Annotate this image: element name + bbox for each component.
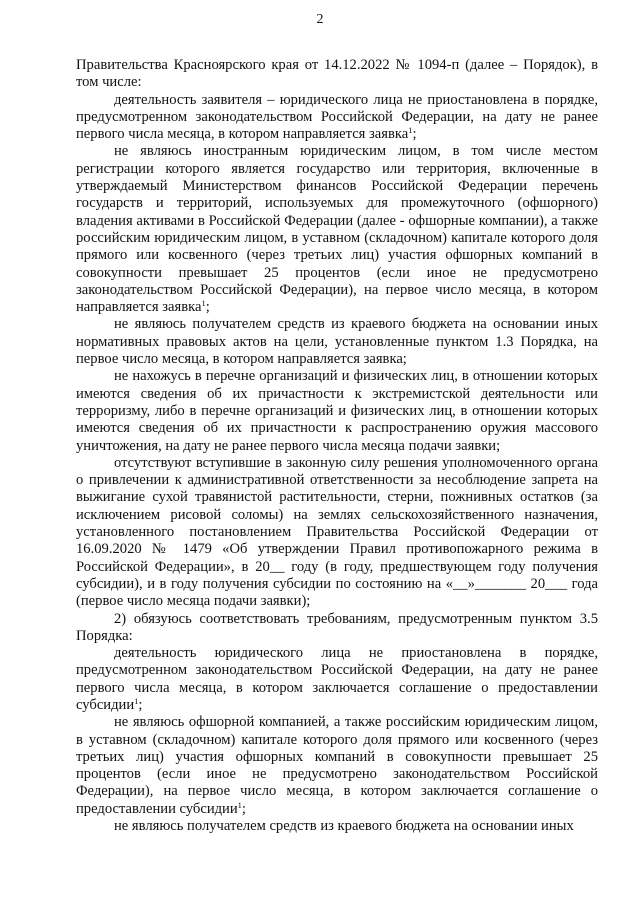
paragraph-tail: ; <box>138 696 143 713</box>
paragraph-text: деятельность юридического лица не приостановлена в порядке, предусмотренном законодательством Российской Федерации, на дату не ранее первого числа месяца, в котором заключается соглашение о предоставлении субсидии <box>76 645 598 713</box>
paragraph-activity-not-suspended-agreement <box>76 645 598 714</box>
paragraph-not-in-extremism-list <box>76 368 598 454</box>
paragraph-not-budget-recipient <box>76 316 598 368</box>
paragraph-tail: ; <box>412 126 417 143</box>
footnote-ref: 1 <box>237 799 242 810</box>
paragraph-tail: ; <box>241 800 246 817</box>
document-body <box>76 57 598 835</box>
paragraph-not-foreign-entity <box>76 143 598 316</box>
paragraph-text: не являюсь получателем средств из краевого бюджета на основании иных <box>114 818 574 835</box>
page-number: 2 <box>316 12 324 27</box>
paragraph-text: не являюсь получателем средств из краевого бюджета на основании иных нормативных правовых актов на цели, установленные пунктом 1.3 Порядка, на первое число месяца, в котором направляется заявка; <box>76 316 598 368</box>
paragraph-intro-continuation <box>76 57 598 92</box>
footnote-ref: 1 <box>408 125 413 136</box>
paragraph-text: отсутствуют вступившие в законную силу решения уполномоченного органа о привлечении к административной ответственности за несоблюдение запрета на выжигание сухой травянистой растительности, стерни, пожнивных остатков (за исключением рисовой соломы) на землях сельскохозяйственного назначения, установленного постановлением Правительства Российской Федерации от 16.09.2020 № 1479 «Об утверждении Правил противопожарного режима в Российской Федерации», в 20__ году (в году, предшествующем году получения субсидии), и в году получения субсидии по состоянию на «__»_______ 20___ года (первое число месяца подачи заявки); <box>76 454 598 610</box>
paragraph-tail: ; <box>205 299 210 316</box>
paragraph-no-fire-violations <box>76 455 598 611</box>
paragraph-text: не являюсь иностранным юридическим лицом, в том числе местом регистрации которого является государство или территория, включенные в утверждаемый Министерством финансов Российской Федерации перечень государств и территорий, используемых для промежуточного (офшорного) владения активами в Российской Федерации (далее - офшорные компании), а также российским юридическим лицом, в уставном (складочном) капитале которого доля прямого или косвенного (через третьих лиц) участия офшорных компаний в совокупности превышает 25 процентов (если иное не предусмотрено законодательством Российской Федерации), на первое число месяца, в котором направляется заявка <box>76 143 598 316</box>
footnote-ref: 1 <box>201 298 206 309</box>
paragraph-obligation-3-5 <box>76 611 598 646</box>
paragraph-text: не нахожусь в перечне организаций и физических лиц, в отношении которых имеются сведения об их причастности к экстремистской деятельности или терроризму, либо в перечне организаций и физических лиц, в отношении которых имеются сведения об их причастности к распространению оружия массового уничтожения, на дату не ранее первого числа месяца подачи заявки; <box>76 368 598 454</box>
paragraph-text: не являюсь офшорной компанией, а также российским юридическим лицом, в уставном (складочном) капитале которого доля прямого или косвенного (через третьих лиц) участия офшорных компаний в совокупности превышает 25 процентов (если иное не предусмотрено законодательством Российской Федерации), на первое число месяца, в котором заключается соглашение о предоставлении субсидии <box>76 714 598 817</box>
footnote-ref: 1 <box>134 695 139 706</box>
paragraph-activity-not-suspended <box>76 92 598 144</box>
paragraph-text: Правительства Красноярского края от 14.12.2022 № 1094-п (далее – Порядок), в том числе: <box>76 57 598 91</box>
paragraph-not-offshore-company <box>76 714 598 818</box>
paragraph-not-budget-recipient-continued <box>76 818 598 835</box>
paragraph-text: 2) обязуюсь соответствовать требованиям, предусмотренным пунктом 3.5 Порядка: <box>76 610 598 644</box>
paragraph-text: деятельность заявителя – юридического лица не приостановлена в порядке, предусмотренном законодательством Российской Федерации, на дату не ранее первого числа месяца, в котором направляется заявка <box>76 91 598 143</box>
